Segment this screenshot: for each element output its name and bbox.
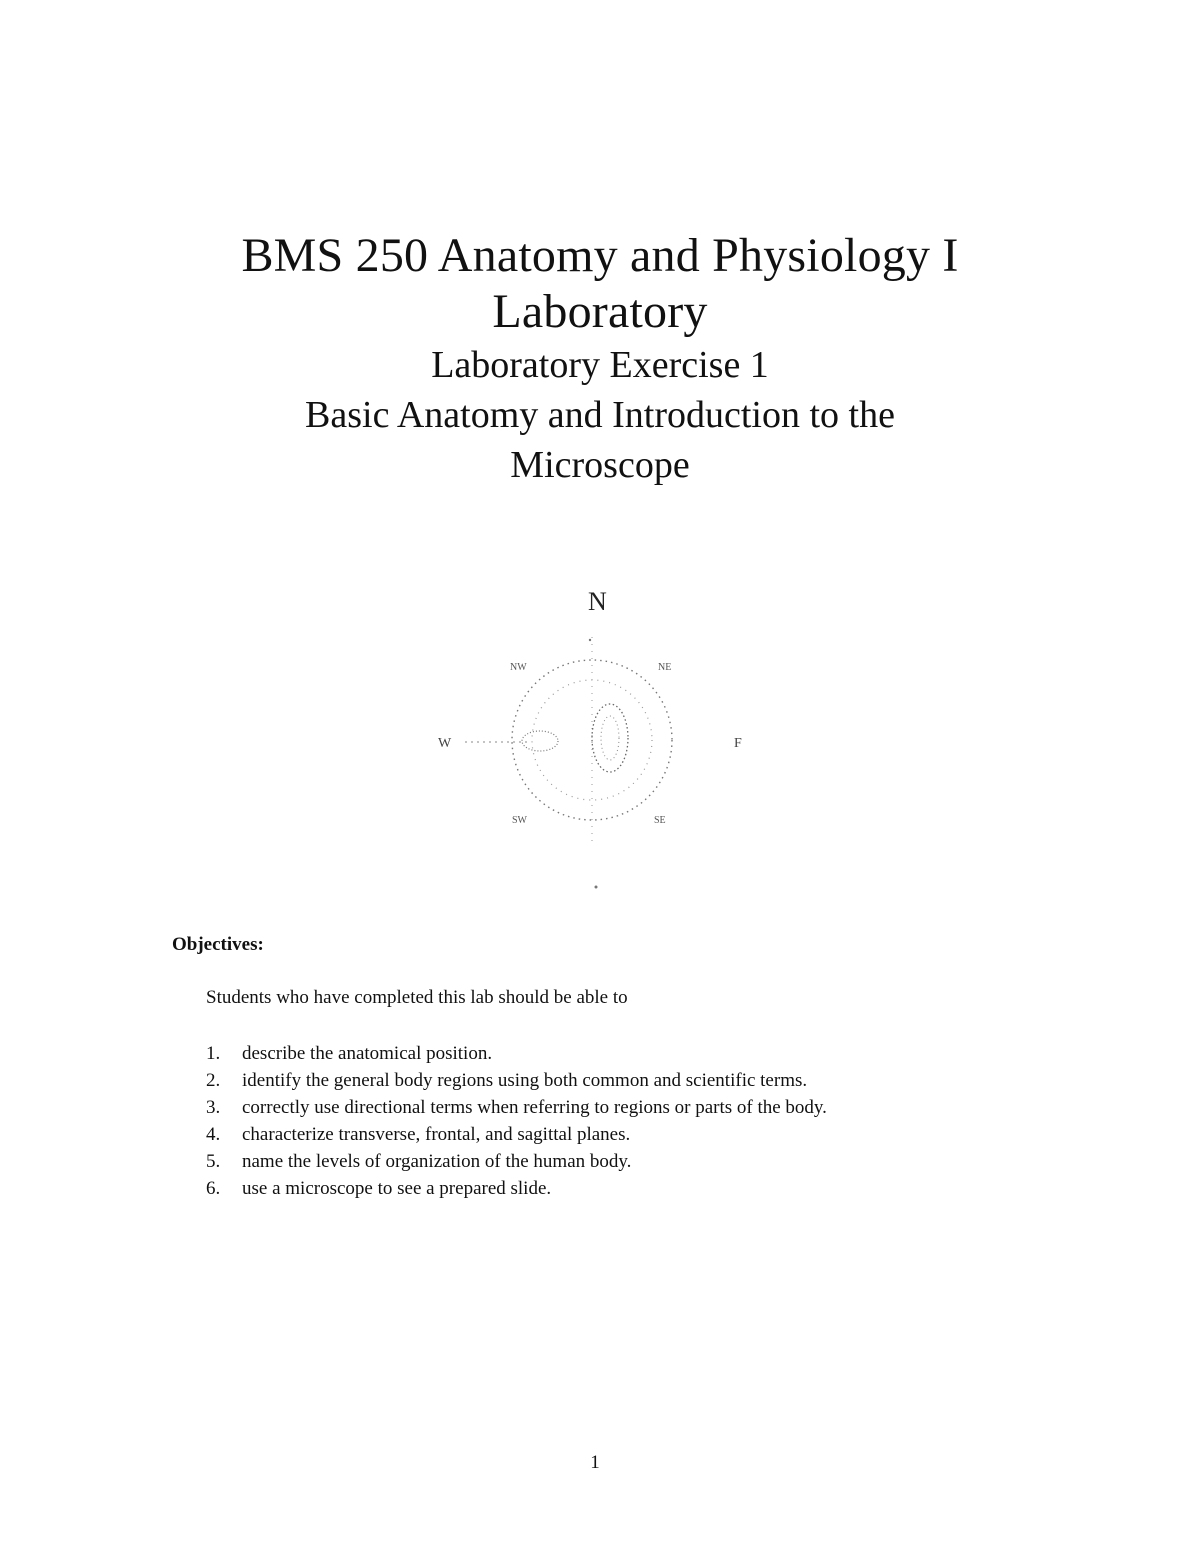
list-item: [206, 1040, 827, 1067]
list-item-number: 2.: [206, 1070, 221, 1091]
list-item: [206, 1067, 827, 1094]
list-item-text: identify the general body regions using both common and scientific terms.: [242, 1070, 808, 1091]
list-item-number: 4.: [206, 1124, 221, 1145]
list-item-text: use a microscope to see a prepared slide.: [242, 1178, 552, 1199]
exercise-subtitle-line2: Microscope: [510, 444, 690, 486]
compass-label-se: SE: [654, 815, 666, 826]
list-item-text: name the levels of organization of the human body.: [242, 1151, 632, 1172]
list-item-number: 6.: [206, 1178, 221, 1199]
course-title-line2: Laboratory: [492, 285, 708, 338]
list-item-text: correctly use directional terms when referring to regions or parts of the body.: [242, 1097, 827, 1118]
compass-label-ne: NE: [658, 662, 672, 673]
exercise-title: Laboratory Exercise 1: [431, 344, 769, 386]
course-title: BMS 250 Anatomy and Physiology I: [241, 229, 959, 282]
title-block: [0, 228, 1200, 490]
compass-label-e: F: [734, 736, 742, 751]
exercise-subtitle: Basic Anatomy and Introduction to the: [305, 394, 895, 436]
compass-globe: [592, 704, 628, 772]
compass-west-cluster: [522, 731, 558, 751]
page-number: 1: [590, 1452, 600, 1473]
list-item-text: characterize transverse, frontal, and sagittal planes.: [242, 1124, 631, 1145]
list-item-number: 5.: [206, 1151, 221, 1172]
compass-label-sw: SW: [512, 815, 527, 826]
objectives-list: [206, 1040, 827, 1202]
compass-label-w: W: [438, 736, 452, 751]
compass-south-dot: [595, 886, 598, 889]
compass-logo-icon: [420, 575, 770, 905]
compass-globe-detail: [601, 716, 619, 760]
objectives-intro: Students who have completed this lab should be able to: [206, 987, 628, 1008]
compass-north-dot: [589, 639, 591, 641]
compass-label-nw: NW: [510, 662, 527, 673]
list-item: [206, 1175, 827, 1202]
list-item-number: 1.: [206, 1043, 221, 1064]
list-item: [206, 1094, 827, 1121]
objectives-heading: Objectives:: [172, 934, 264, 955]
compass-label-n: N: [588, 587, 607, 616]
list-item: [206, 1121, 827, 1148]
list-item-number: 3.: [206, 1097, 221, 1118]
list-item-text: describe the anatomical position.: [242, 1043, 493, 1064]
list-item: [206, 1148, 827, 1175]
